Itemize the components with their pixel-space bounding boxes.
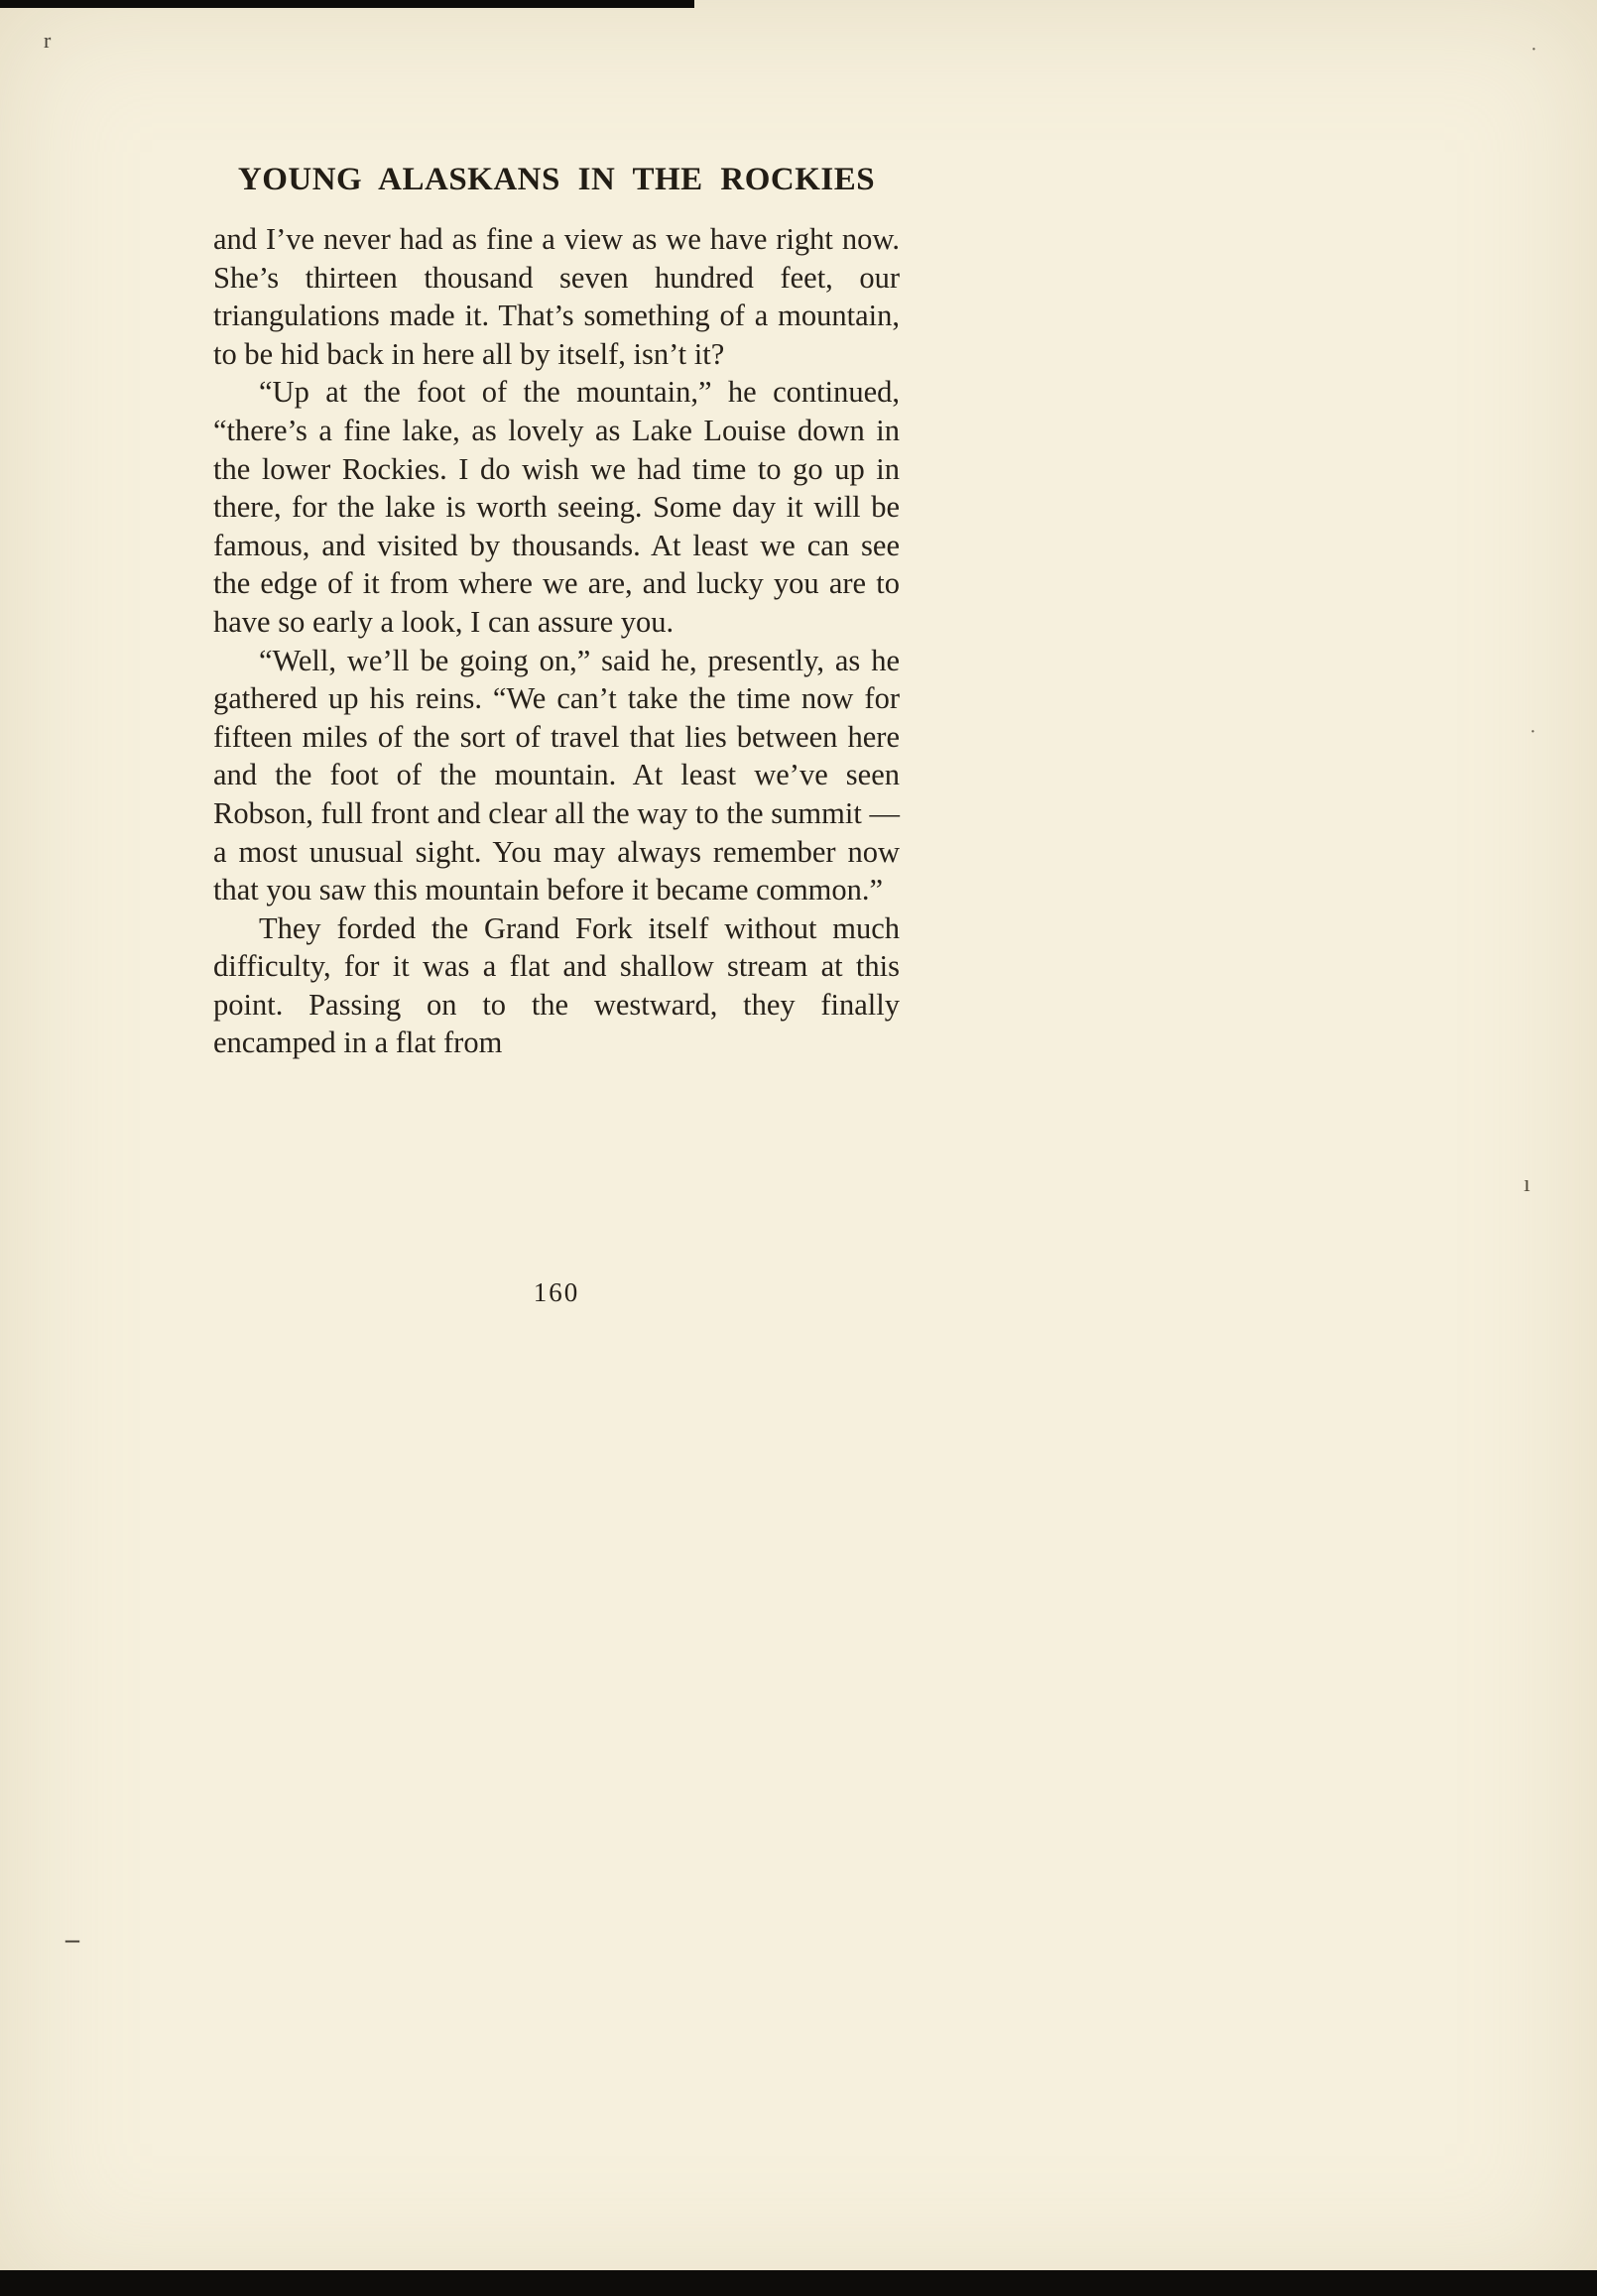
scan-artifact: ı <box>1524 1171 1531 1197</box>
scan-artifact: · <box>1531 39 1537 60</box>
paragraph: “Up at the foot of the mountain,” he continued, “there’s a fine lake, as lovely as Lake Louise down in the lower Rockies. I do wish we had time to go up in there, for the lake is worth seeing. Some day it will be famous, and visited by thousands. At least we can see the edge of it from where we are, and lucky you are to have so early a look, I can assure you. <box>213 375 900 639</box>
scan-edge-top <box>0 0 694 8</box>
scan-artifact: · <box>1530 721 1536 743</box>
scan-artifact: – <box>65 1924 79 1955</box>
paragraph: They forded the Grand Fork itself without much difficulty, for it was a flat and shallow stream at this point. Passing on to the westward, they finally encamped in a flat from <box>213 910 900 1060</box>
paragraph: and I’ve never had as fine a view as we have right now. She’s thirteen thousand seven hundred feet, our triangulations made it. That’s something of a mountain, to be hid back in here all by itself, isn’t it? <box>213 222 900 371</box>
paragraph: “Well, we’ll be going on,” said he, presently, as he gathered up his reins. “We can’t take the time now for fifteen miles of the sort of travel that lies between here and the foot of the mountain. At least we’ve seen Robson, full front and clear all the way to the summit —a most unusual sight. You may always remember now that you saw this mountain before it became common.” <box>213 643 900 907</box>
scan-edge-bottom <box>0 2270 1597 2296</box>
text-block <box>213 220 900 1062</box>
page-number: 160 <box>533 1277 580 1307</box>
scan-artifact: r <box>44 28 52 53</box>
running-header: YOUNG ALASKANS IN THE ROCKIES <box>237 162 876 197</box>
